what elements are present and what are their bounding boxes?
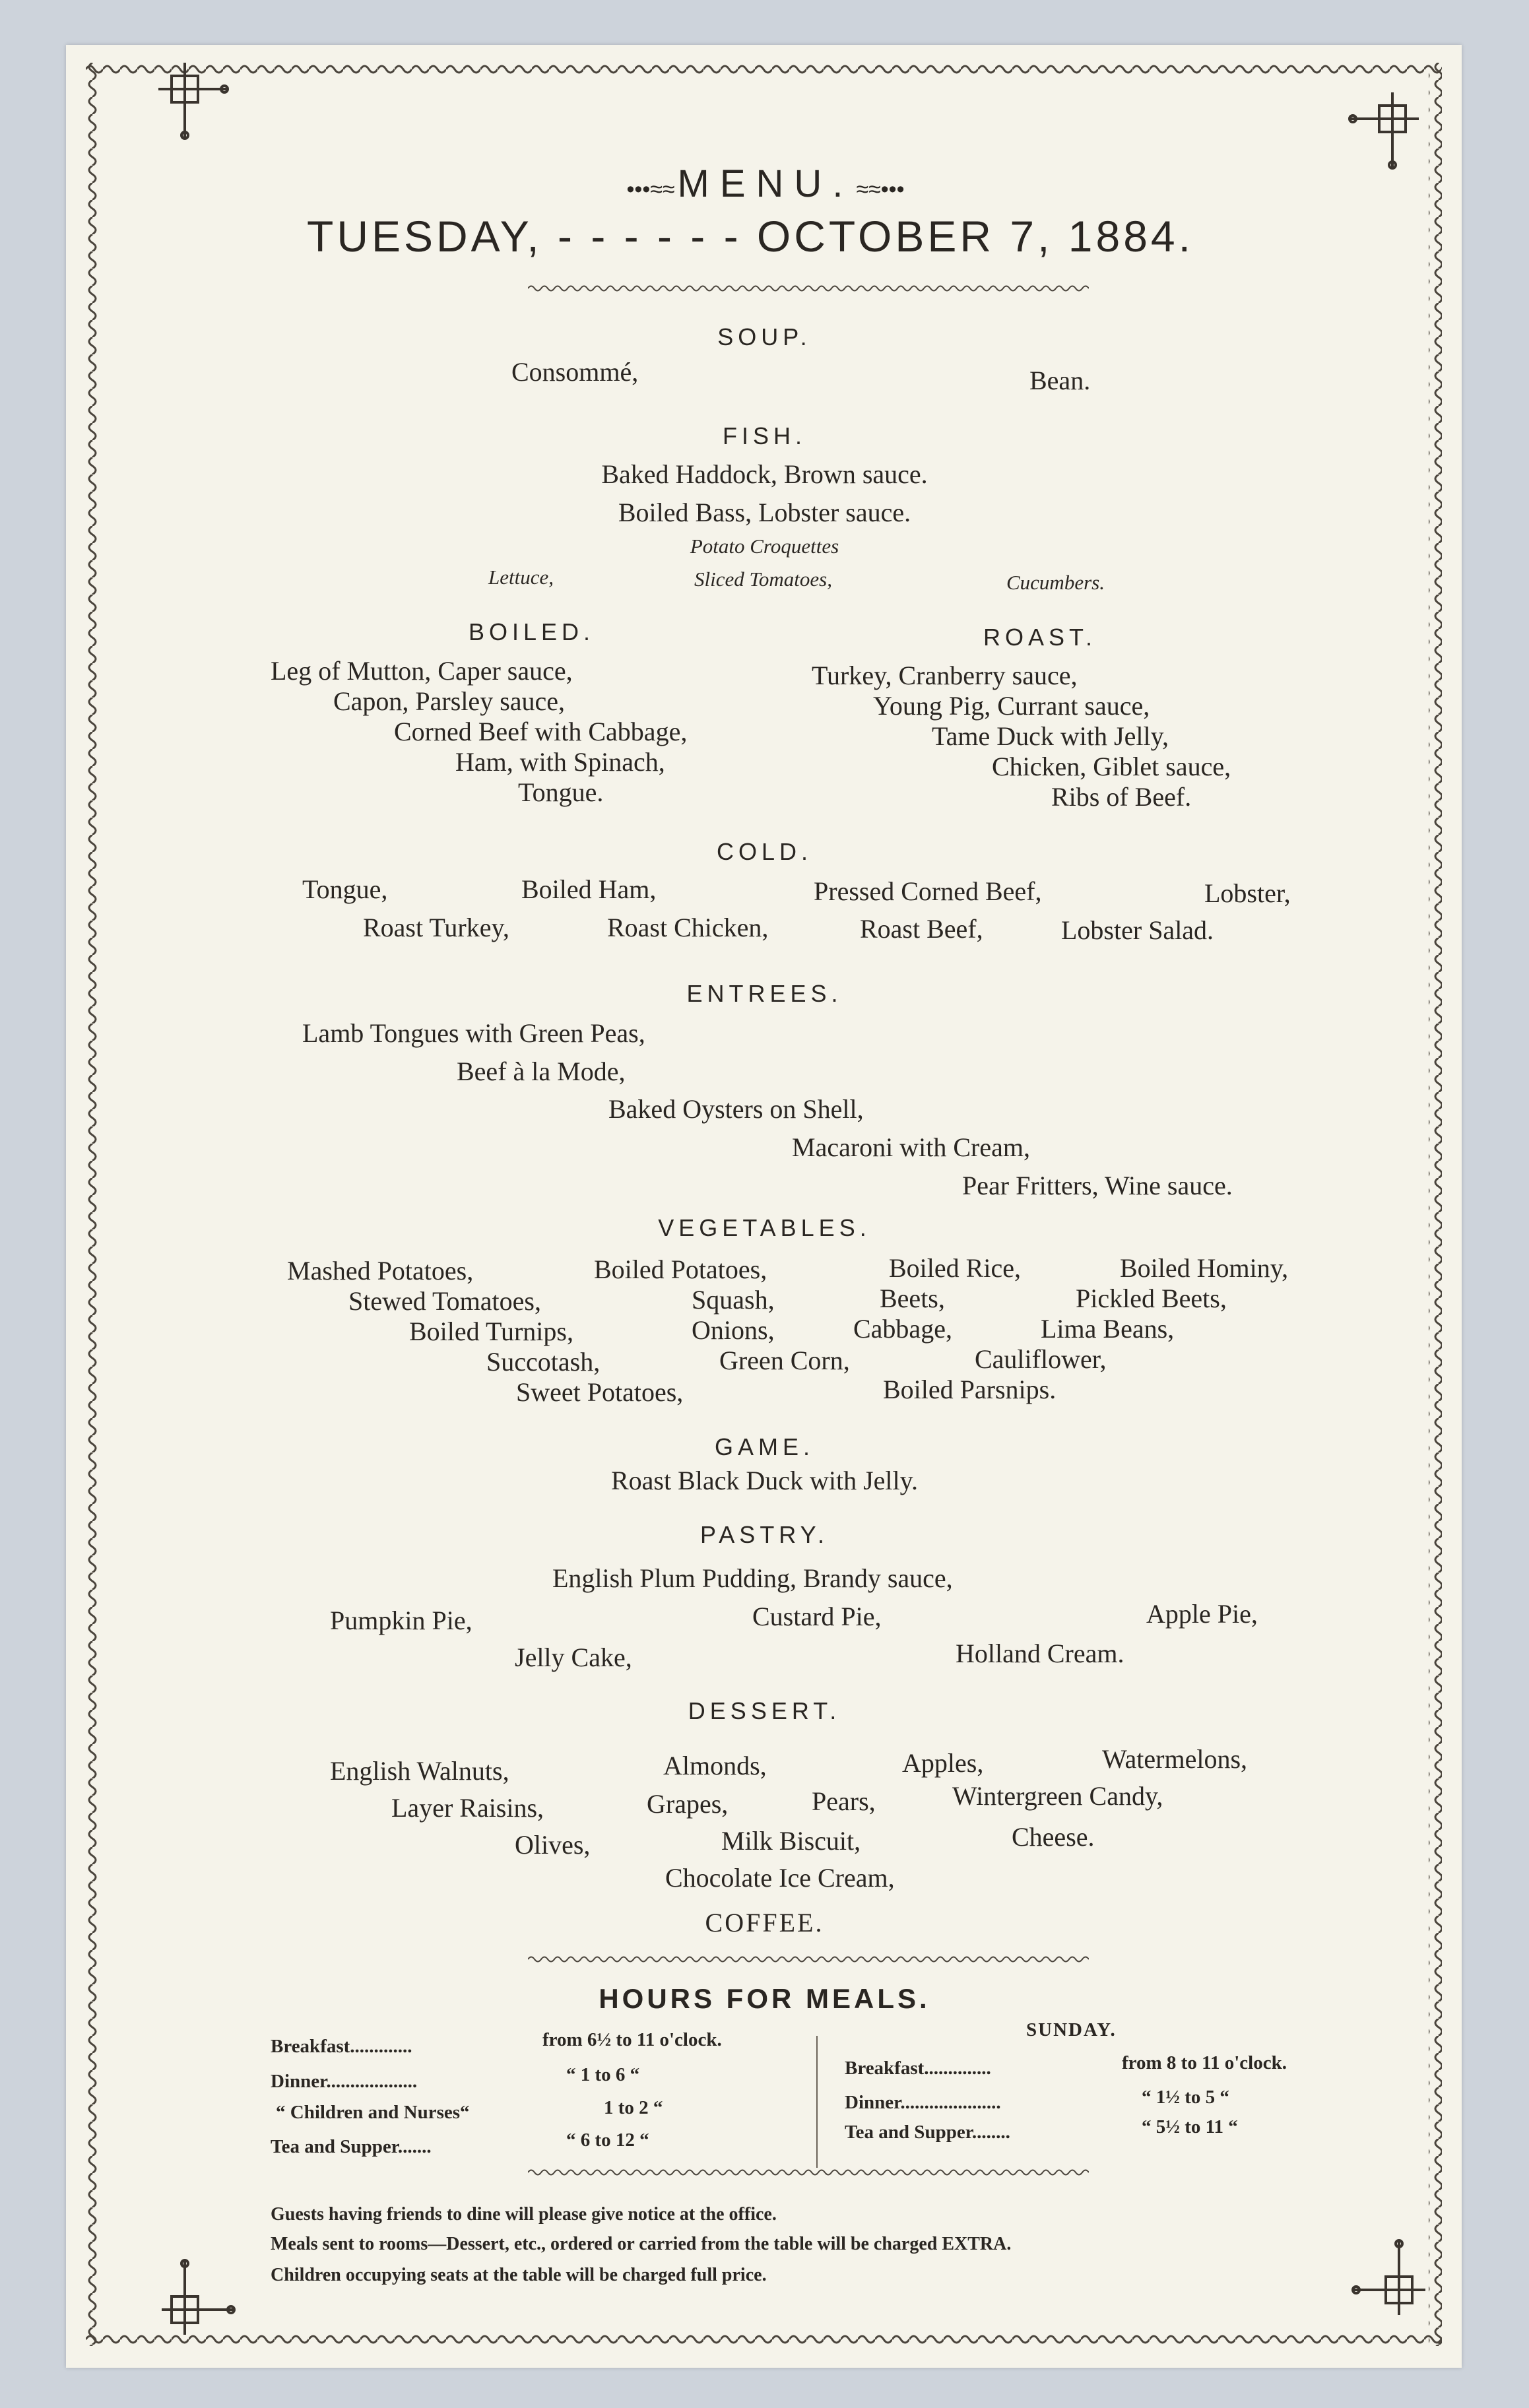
vegetable-item: Boiled Turnips, <box>409 1317 573 1346</box>
roast-item: Chicken, Giblet sauce, <box>992 752 1231 781</box>
dessert-item: Olives, <box>515 1830 591 1860</box>
roast-item: Turkey, Cranberry sauce, <box>812 661 1078 690</box>
pastry-item: English Plum Pudding, Brandy sauce, <box>552 1563 953 1593</box>
menu-day <box>307 211 1194 261</box>
entrees-heading: ENTREES. <box>686 980 843 1007</box>
weekday-meal-time: “ 6 to 12 “ <box>566 2130 649 2151</box>
pastry-item: Pumpkin Pie, <box>330 1606 472 1635</box>
corner-ornament-icon <box>1346 92 1425 172</box>
dessert-item: Chocolate Ice Cream, <box>665 1863 895 1893</box>
boiled-item: Ham, with Spinach, <box>455 747 665 777</box>
fish-side-item: Sliced Tomatoes, <box>694 568 832 591</box>
sunday-meal-label: Tea and Supper........ <box>845 2122 1010 2143</box>
menu-card <box>66 45 1462 2368</box>
dessert-item: Wintergreen Candy, <box>952 1781 1163 1811</box>
vegetable-item: Cabbage, <box>853 1314 952 1344</box>
entree-item: Baked Oysters on Shell, <box>608 1094 864 1124</box>
vegetable-item: Beets, <box>880 1284 945 1313</box>
fish-side-item: Lettuce, <box>488 566 554 589</box>
hours-divider <box>816 2036 818 2168</box>
dessert-item: Almonds, <box>663 1751 767 1780</box>
dessert-item: Apples, <box>902 1748 984 1778</box>
menu-title-text: MENU. <box>677 162 854 205</box>
pastry-item: Jelly Cake, <box>515 1643 632 1672</box>
sunday-meal-time: “ 1½ to 5 “ <box>1142 2087 1229 2108</box>
ornament-left-icon: •••≈≈ <box>626 177 675 202</box>
vegetable-item: Onions, <box>692 1315 775 1345</box>
soup-item: Consommé, <box>511 357 639 387</box>
vegetable-item: Boiled Parsnips. <box>883 1375 1057 1404</box>
boiled-item: Tongue. <box>518 777 604 807</box>
dessert-item: Pears, <box>812 1786 876 1816</box>
ornament-right-icon: ≈≈••• <box>856 177 905 202</box>
vegetable-item: Boiled Hominy, <box>1120 1253 1289 1283</box>
divider-wave <box>528 284 1089 293</box>
dessert-item: Layer Raisins, <box>391 1793 544 1823</box>
date-text: OCTOBER 7, 1884. <box>756 212 1194 261</box>
weekday-meal-time: from 6½ to 11 o'clock. <box>542 2029 722 2050</box>
pastry-item: Holland Cream. <box>956 1639 1124 1668</box>
cold-item: Pressed Corned Beef, <box>814 876 1042 906</box>
vegetable-item: Squash, <box>692 1285 775 1315</box>
dessert-item: Watermelons, <box>1102 1744 1248 1774</box>
soup-item: Bean. <box>1029 366 1091 395</box>
entree-item: Pear Fritters, Wine sauce. <box>962 1171 1233 1200</box>
footer-note: Children occupying seats at the table will be charged full price. <box>271 2265 767 2285</box>
sunday-meal-label: Breakfast.............. <box>845 2058 991 2079</box>
fish-item: Baked Haddock, Brown sauce. <box>601 459 928 489</box>
fish-side-item: Cucumbers. <box>1006 571 1105 594</box>
cold-item: Roast Turkey, <box>363 913 509 942</box>
cold-item: Boiled Ham, <box>521 874 657 904</box>
dessert-item: Milk Biscuit, <box>721 1826 861 1856</box>
footer-note: Guests having friends to dine will please give notice at the office. <box>271 2204 777 2225</box>
weekday-meal-label: Dinner................... <box>271 2071 418 2092</box>
corner-ornament-icon <box>152 63 231 142</box>
pastry-item: Custard Pie, <box>752 1602 882 1631</box>
day-text: TUESDAY, <box>307 212 542 261</box>
divider-wave <box>528 1955 1089 1964</box>
vegetable-item: Succotash, <box>486 1347 601 1377</box>
soup-heading: SOUP. <box>717 323 812 350</box>
entree-item: Macaroni with Cream, <box>792 1132 1030 1162</box>
pastry-heading: PASTRY. <box>699 1521 830 1548</box>
vegetable-item: Boiled Rice, <box>889 1253 1021 1283</box>
cold-item: Lobster, <box>1204 878 1291 908</box>
vegetable-item: Sweet Potatoes, <box>516 1377 684 1407</box>
weekday-meal-time: 1 to 2 “ <box>604 2097 663 2118</box>
corner-ornament-icon <box>1350 2237 1429 2316</box>
cold-item: Tongue, <box>302 874 388 904</box>
weekday-meal-label: “ Children and Nurses“ <box>276 2102 470 2123</box>
sunday-meal-time: “ 5½ to 11 “ <box>1142 2116 1238 2137</box>
boiled-item: Leg of Mutton, Caper sauce, <box>271 656 573 686</box>
roast-heading: ROAST. <box>983 624 1097 651</box>
game-heading: GAME. <box>714 1433 814 1460</box>
entree-item: Lamb Tongues with Green Peas, <box>302 1018 645 1048</box>
weekday-meal-label: Tea and Supper....... <box>271 2136 432 2157</box>
boiled-item: Corned Beef with Cabbage, <box>394 717 688 746</box>
footer-note: Meals sent to rooms—Dessert, etc., ordered or carried from the table will be charged EXTRA. <box>271 2234 1012 2254</box>
boiled-heading: BOILED. <box>469 618 595 645</box>
cold-item: Roast Beef, <box>860 914 983 944</box>
sunday-meal-label: Dinner..................... <box>845 2092 1001 2113</box>
sunday-meal-time: from 8 to 11 o'clock. <box>1122 2052 1287 2073</box>
cold-heading: COLD. <box>716 838 813 865</box>
vegetable-item: Mashed Potatoes, <box>287 1256 474 1285</box>
corner-ornament-icon <box>162 2257 241 2336</box>
dessert-item: English Walnuts, <box>330 1756 509 1786</box>
coffee-item: COFFEE. <box>705 1908 824 1937</box>
boiled-item: Capon, Parsley sauce, <box>333 686 566 716</box>
weekday-meal-time: “ 1 to 6 “ <box>566 2064 640 2085</box>
divider-wave <box>528 2168 1089 2177</box>
pastry-item: Apple Pie, <box>1146 1599 1258 1629</box>
fish-heading: FISH. <box>722 422 806 449</box>
vegetable-item: Cauliflower, <box>975 1344 1107 1374</box>
vegetable-item: Pickled Beets, <box>1076 1284 1227 1313</box>
dessert-item: Grapes, <box>647 1789 729 1819</box>
dessert-heading: DESSERT. <box>688 1697 841 1724</box>
hours-heading: HOURS FOR MEALS. <box>599 1983 930 2014</box>
vegetable-item: Green Corn, <box>719 1346 850 1375</box>
vegetable-item: Lima Beans, <box>1041 1314 1175 1344</box>
game-item: Roast Black Duck with Jelly. <box>610 1466 919 1495</box>
weekday-meal-label: Breakfast............. <box>271 2036 412 2057</box>
roast-item: Tame Duck with Jelly, <box>932 721 1169 751</box>
fish-side-item: Potato Croquettes <box>690 535 839 558</box>
entree-item: Beef à la Mode, <box>457 1057 626 1086</box>
cold-item: Lobster Salad. <box>1061 915 1214 945</box>
sunday-heading: SUNDAY. <box>1026 2019 1117 2040</box>
fish-item: Boiled Bass, Lobster sauce. <box>618 498 911 527</box>
menu-title <box>610 162 921 206</box>
dessert-item: Cheese. <box>1012 1822 1095 1852</box>
vegetable-item: Stewed Tomatoes, <box>348 1286 541 1316</box>
dashes: - - - - - - <box>558 212 742 261</box>
cold-item: Roast Chicken, <box>607 913 769 942</box>
vegetables-heading: VEGETABLES. <box>658 1214 871 1241</box>
vegetable-item: Boiled Potatoes, <box>594 1254 767 1284</box>
roast-item: Young Pig, Currant sauce, <box>873 691 1150 721</box>
roast-item: Ribs of Beef. <box>1051 782 1192 812</box>
